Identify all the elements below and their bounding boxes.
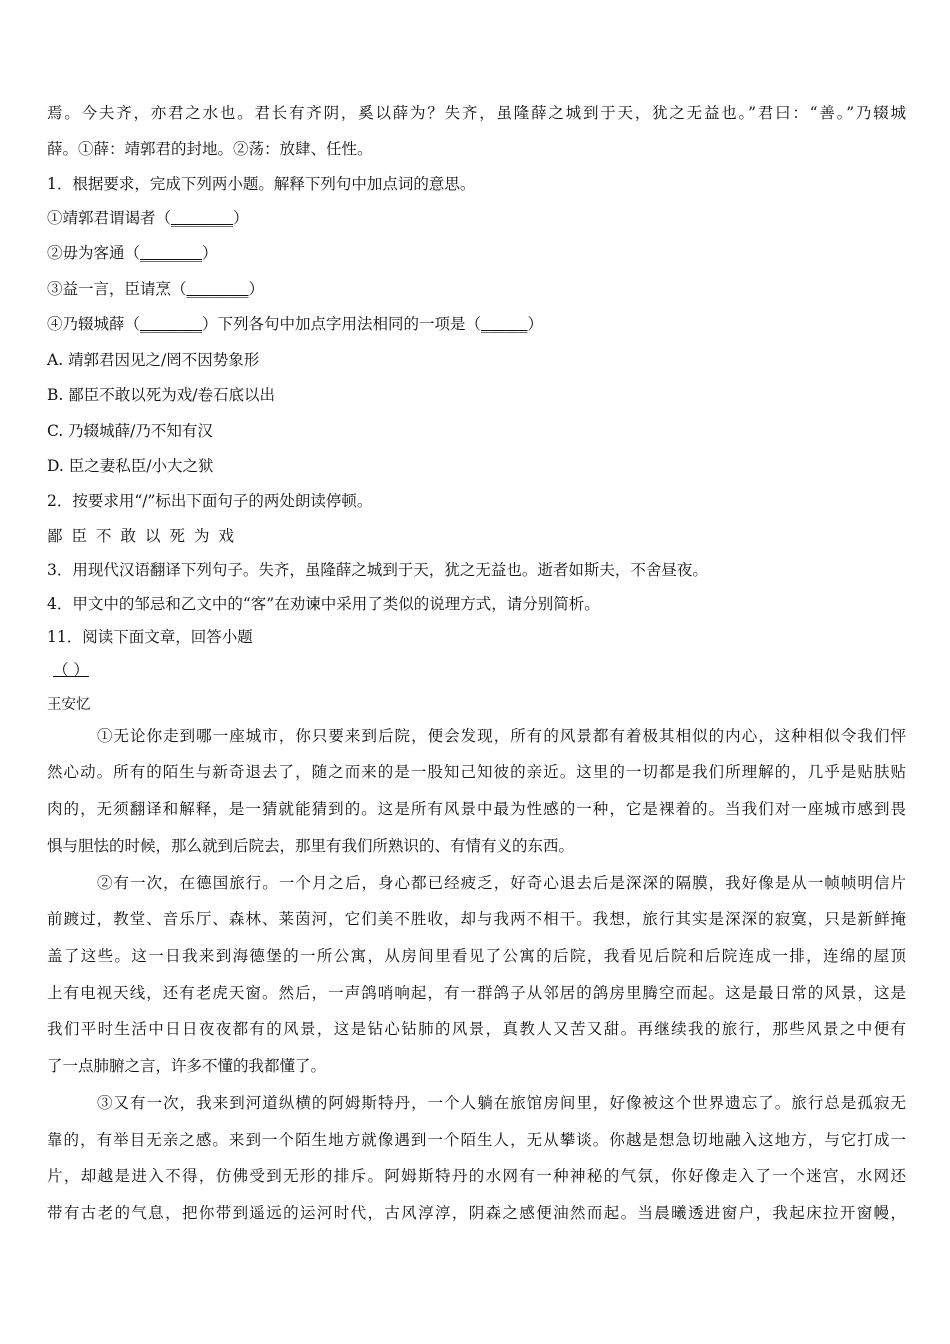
article-line: 然心动。所有的陌生与新奇退去了，随之而来的是一股知己知彼的亲近。这里的一切都是我们所理解的，几乎是贴肤贴 <box>47 763 906 781</box>
question-2: 2．按要求用“/”标出下面句子的两处朗读停顿。 <box>47 492 373 510</box>
answer-blank[interactable]: ________ <box>171 209 234 227</box>
article-line: 带有古老的气息，把你带到遥远的运河时代，古风淳淳，阴森之感便油然而起。当晨曦透进窗户，我起床拉开窗幔， <box>47 1204 906 1222</box>
article-line: ②有一次，在德国旅行。一个月之后，身心都已经疲乏，好奇心退去后是深深的隔膜，我好像是从一帧帧明信片 <box>97 874 906 892</box>
article-author: 王安忆 <box>47 697 91 713</box>
passage-line: 焉。今夫齐，亦君之水也。君长有齐阴，奚以薛为？失齐，虽隆薛之城到于天，犹之无益也。”君曰：“善。”乃辍城 <box>47 104 906 122</box>
answer-blank[interactable]: ________ <box>140 315 203 333</box>
article-line: 了一点肺腑之言，许多不懂的我都懂了。 <box>47 1057 327 1075</box>
question-1-intro: 1．根据要求，完成下列两小题。解释下列句中加点词的意思。 <box>47 175 476 193</box>
question-11: 11．阅读下面文章，回答小题 <box>47 628 253 646</box>
article-line: ③又有一次，我来到河道纵横的阿姆斯特丹，一个人躺在旅馆房间里，好像被这个世界遗忘了。旅行总是孤寂无 <box>97 1094 906 1112</box>
answer-blank[interactable]: ______ <box>481 315 528 333</box>
article-title-blank: （ ） <box>53 661 89 679</box>
option-b: B. 鄙臣不敢以死为戏/卷石底以出 <box>47 386 275 404</box>
answer-blank[interactable]: ________ <box>140 244 203 262</box>
question-3: 3．用现代汉语翻译下列句子。失齐，虽隆薛之城到于天，犹之无益也。逝者如斯夫，不舍昼夜。 <box>47 561 708 579</box>
article-line: ①无论你走到哪一座城市，你只要来到后院，便会发现，所有的风景都有着极其相似的内心，这种相似令我们怦 <box>97 727 906 745</box>
article-line: 靠的，有举目无亲之感。来到一个陌生地方就像遇到一个陌生人，无从攀谈。你越是想急切地融入这地方，与它打成一 <box>47 1131 906 1149</box>
answer-blank[interactable]: ________ <box>186 280 249 298</box>
article-line: 肉的，无须翻译和解释，是一猜就能猜到的。这是所有风景中最为性感的一种，它是裸着的。当我们对一座城市感到畏 <box>47 800 906 818</box>
article-line: 盖了这些。这一日我来到海德堡的一所公寓，从房间里看见了公寓的后院，我看见后院和后院连成一排，连绵的屋顶 <box>47 947 906 965</box>
option-c: C. 乃辍城薛/乃不知有汉 <box>47 422 213 440</box>
article-line: 前踱过，教堂、音乐厅、森林、莱茵河，它们美不胜收，却与我两不相干。我想，旅行其实是深深的寂寞，只是新鲜掩 <box>47 910 906 928</box>
question-1-item: ②毋为客通（________） <box>47 244 218 262</box>
passage-annotation: 薛。①薛：靖郭君的封地。②荡：放肆、任性。 <box>47 140 373 158</box>
option-d: D. 臣之妻私臣/小大之狱 <box>47 457 214 475</box>
question-1-item: ①靖郭君谓谒者（________） <box>47 209 249 227</box>
article-line: 我们平时生活中日日夜夜都有的风景，这是钻心钻肺的风景，真教人又苦又甜。再继续我的旅行，那些风景之中便有 <box>47 1020 906 1038</box>
article-line: 上有电视天线，还有老虎天窗。然后，一声鸽哨响起，有一群鸽子从邻居的鸽房里腾空而起。这是最日常的风景，这是 <box>47 984 906 1002</box>
article-line: 惧与胆怯的时候，那么就到后院去，那里有我们所熟识的、有情有义的东西。 <box>47 837 575 855</box>
question-1-item: ③益一言，臣请烹（________） <box>47 280 265 298</box>
question-4: 4．甲文中的邹忌和乙文中的“客”在劝谏中采用了类似的说理方式，请分别简析。 <box>47 595 600 613</box>
question-1-item: ④乃辍城薛（________）下列各句中加点字用法相同的一项是（______） <box>47 315 544 333</box>
article-line: 片，却越是进入不得，仿佛受到无形的排斥。阿姆斯特丹的水网有一种神秘的气氛，你好像走入了一个迷宫，水网还 <box>47 1167 906 1185</box>
question-2-sentence: 鄙臣不敢以死为戏 <box>47 527 244 545</box>
option-a: A. 靖郭君因见之/罔不因势象形 <box>47 351 260 369</box>
